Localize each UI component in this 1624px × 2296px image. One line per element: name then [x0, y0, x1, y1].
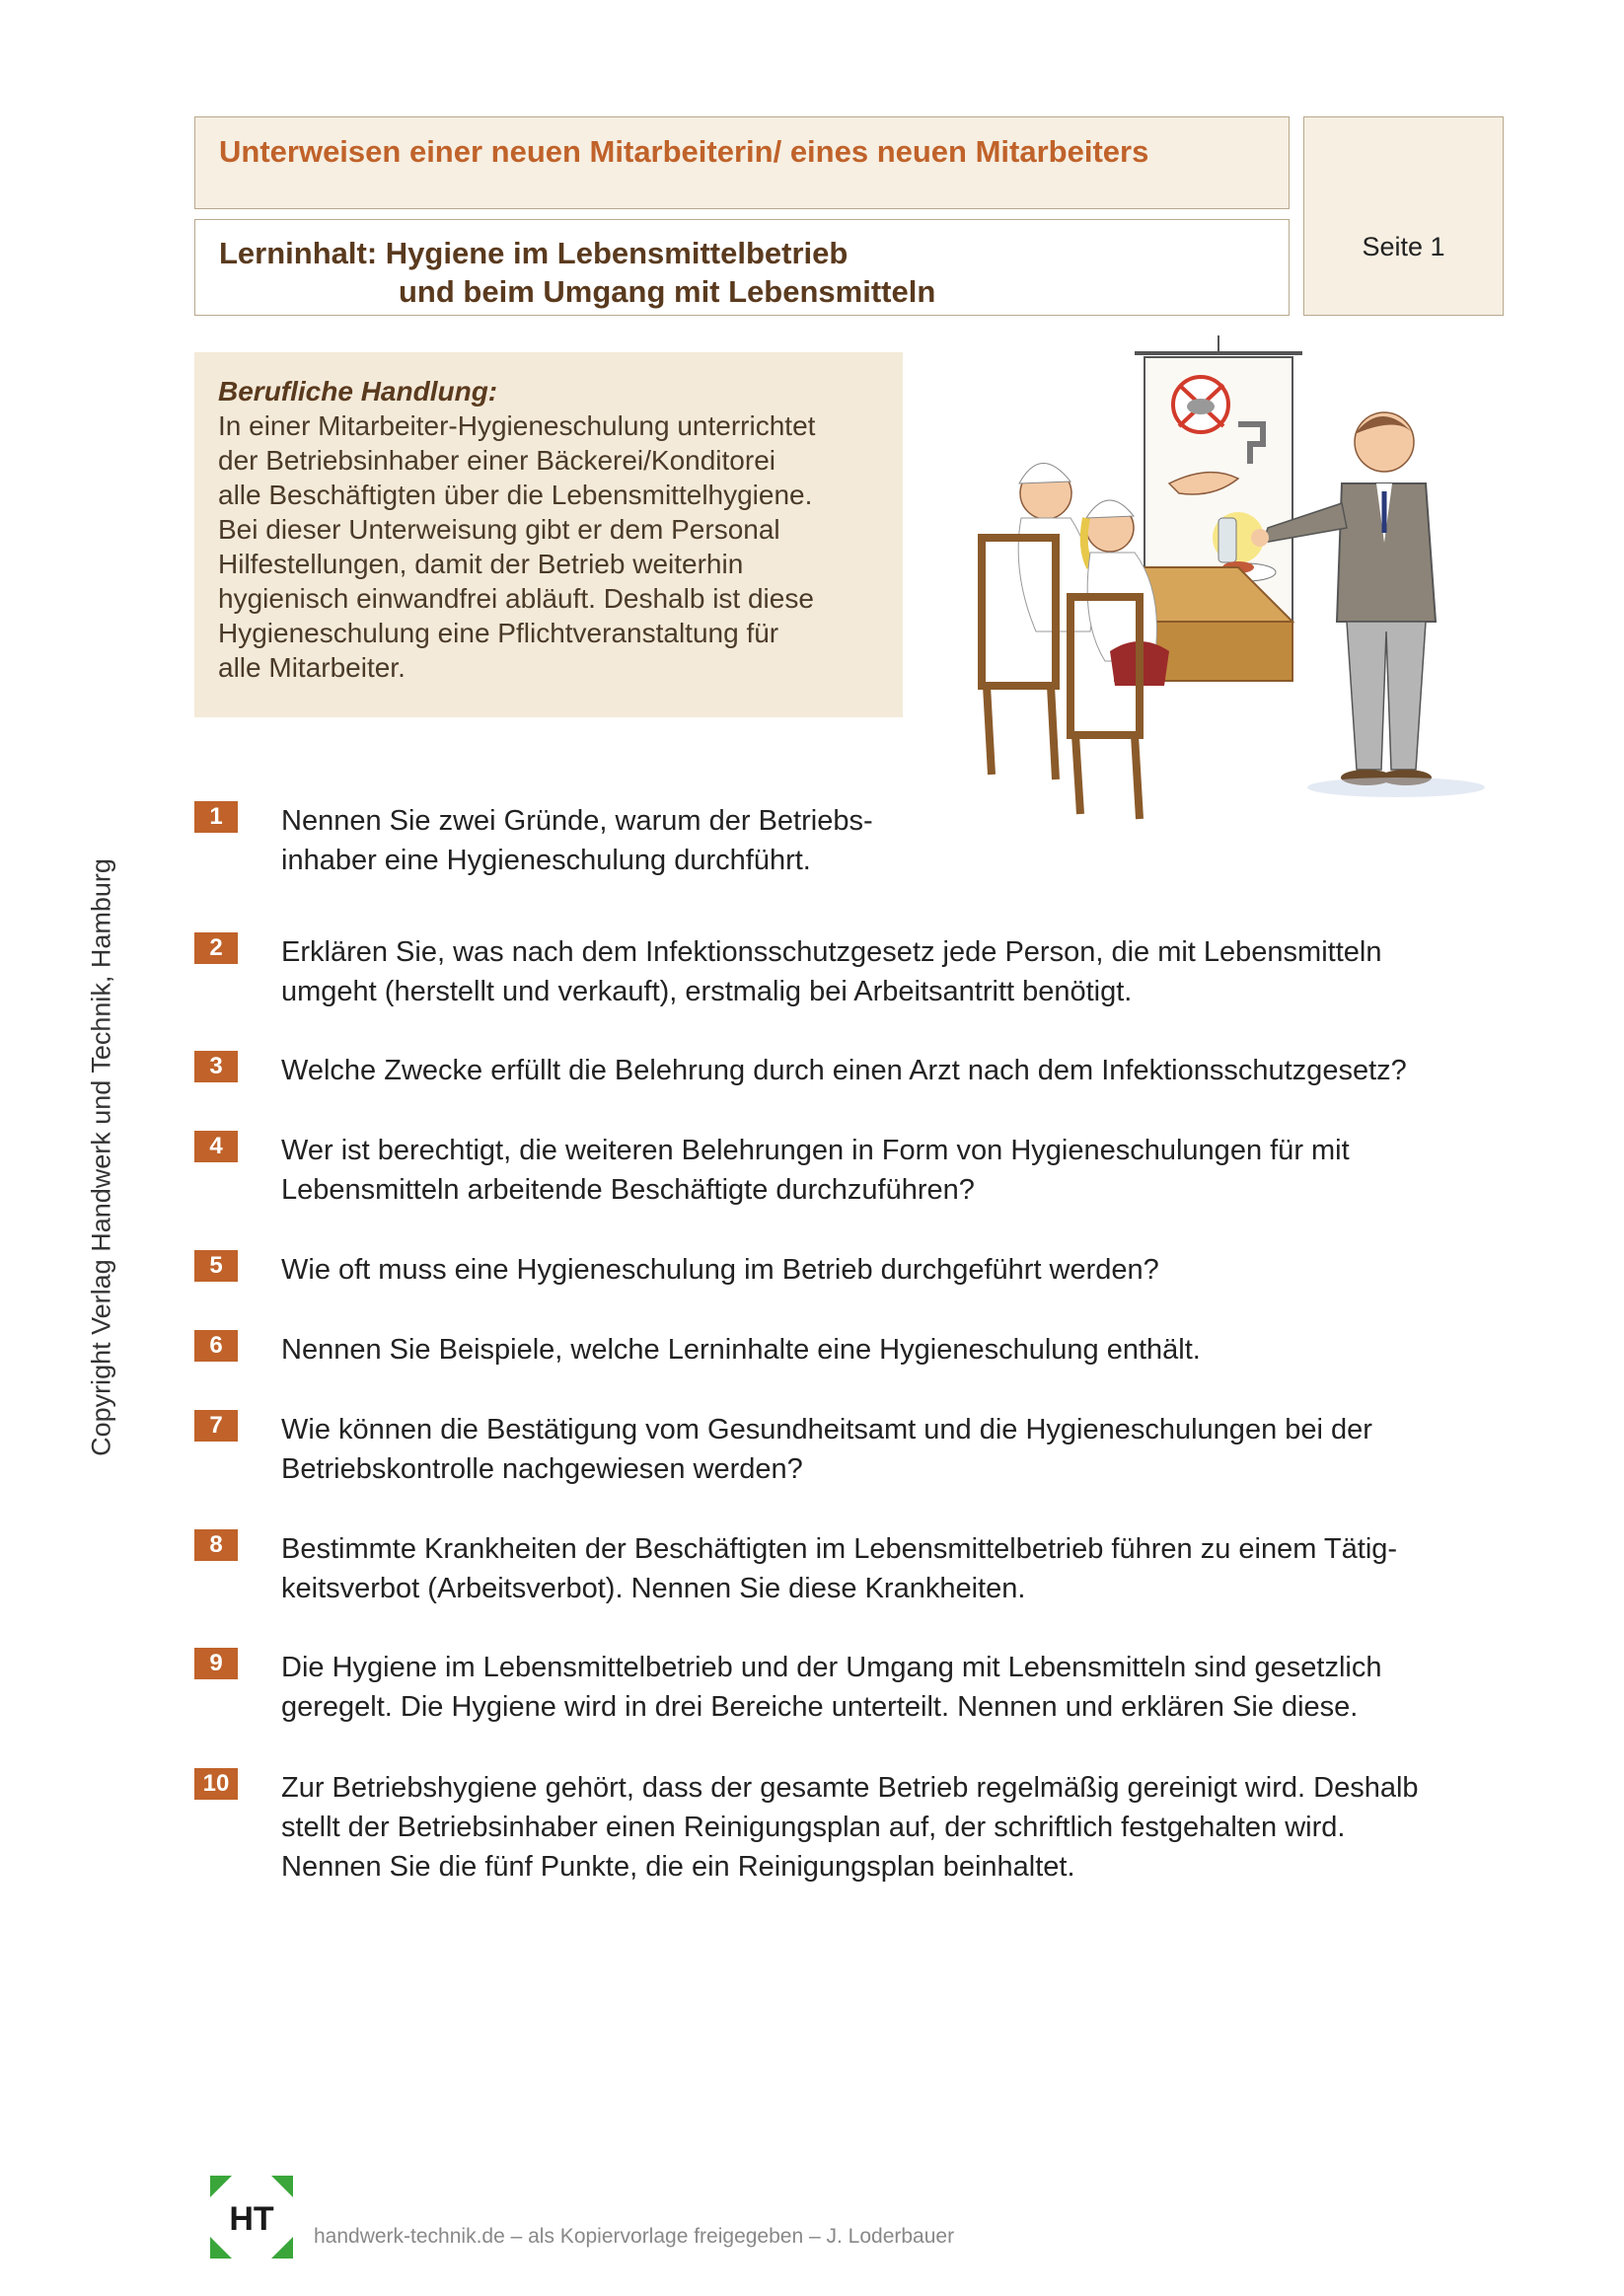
question-number: 6: [194, 1330, 238, 1362]
question-number: 4: [194, 1131, 238, 1162]
question-line: Wie oft muss eine Hygieneschulung im Betrieb durchgeführt werden?: [281, 1254, 1159, 1286]
question-number: 9: [194, 1648, 238, 1679]
question-text: [281, 801, 1507, 880]
worksheet-title: Unterweisen einer neuen Mitarbeiterin/ eines neuen Mitarbeiters: [219, 134, 1149, 169]
scenario-line: Bei dieser Unterweisung gibt er dem Personal: [218, 514, 780, 545]
question-number: 7: [194, 1410, 238, 1442]
question-line: Wer ist berechtigt, die weiteren Belehrungen in Form von Hygieneschulungen für mit: [281, 1135, 1350, 1166]
scenario-line: Hygieneschulung eine Pflichtveranstaltung für: [218, 618, 779, 648]
question-text: [281, 1768, 1507, 1887]
question-line: umgeht (herstellt und verkauft), erstmalig bei Arbeitsantritt benötigt.: [281, 976, 1133, 1007]
ht-logo: [210, 2176, 293, 2259]
question-number: 1: [194, 801, 238, 833]
question-text: [281, 1330, 1507, 1370]
scenario-line: alle Mitarbeiter.: [218, 652, 406, 683]
page-label: Seite 1: [1362, 232, 1445, 261]
question-text: [281, 1648, 1507, 1727]
question-line: Erklären Sie, was nach dem Infektionsschutzgesetz jede Person, die mit Lebensmitteln: [281, 936, 1382, 968]
question-line: Betriebskontrolle nachgewiesen werden?: [281, 1453, 803, 1485]
question-text: [281, 1051, 1507, 1090]
copyright-notice: Copyright Verlag Handwerk und Technik, Hamburg: [86, 858, 116, 1456]
footer-text: handwerk-technik.de – als Kopiervorlage freigegeben – J. Loderbauer: [314, 2225, 955, 2248]
scenario-heading: Berufliche Handlung:: [218, 376, 498, 407]
question-text: [281, 932, 1507, 1011]
question-line: Zur Betriebshygiene gehört, dass der gesamte Betrieb regelmäßig gereinigt wird. Deshalb: [281, 1772, 1419, 1804]
question-line: geregelt. Die Hygiene wird in drei Bereiche unterteilt. Nennen und erklären Sie diese.: [281, 1691, 1359, 1723]
question-text: [281, 1529, 1507, 1608]
scenario-line: alle Beschäftigten über die Lebensmittelhygiene.: [218, 480, 813, 510]
question-line: Welche Zwecke erfüllt die Belehrung durch einen Arzt nach dem Infektionsschutzgesetz?: [281, 1055, 1407, 1086]
question-line: Wie können die Bestätigung vom Gesundheitsamt und die Hygieneschulungen bei der: [281, 1414, 1372, 1445]
scenario-line: In einer Mitarbeiter-Hygieneschulung unterrichtet: [218, 410, 816, 441]
question-text: [281, 1250, 1507, 1290]
learning-content-line-1: Lerninhalt: Hygiene im Lebensmittelbetrieb: [219, 236, 849, 270]
learning-content-box: [194, 219, 1290, 316]
scenario-line: hygienisch einwandfrei abläuft. Deshalb ist diese: [218, 583, 814, 614]
question-text: [281, 1131, 1507, 1210]
question-line: Nennen Sie zwei Gründe, warum der Betriebs-: [281, 805, 873, 837]
scenario-line: Hilfestellungen, damit der Betrieb weiterhin: [218, 549, 744, 579]
worksheet-title-box: [194, 116, 1290, 209]
question-line: stellt der Betriebsinhaber einen Reinigungsplan auf, der schriftlich festgehalten wird.: [281, 1812, 1346, 1843]
learning-content-line-2: und beim Umgang mit Lebensmitteln: [399, 274, 936, 309]
question-number: 5: [194, 1250, 238, 1282]
scenario-line: der Betriebsinhaber einer Bäckerei/Konditorei: [218, 445, 775, 476]
question-line: Nennen Sie die fünf Punkte, die ein Reinigungsplan beinhaltet.: [281, 1851, 1075, 1883]
question-number: 8: [194, 1529, 238, 1561]
question-text: [281, 1410, 1507, 1489]
question-number: 3: [194, 1051, 238, 1082]
page-number-box: [1303, 116, 1504, 316]
question-line: Bestimmte Krankheiten der Beschäftigten im Lebensmittelbetrieb führen zu einem Tätig-: [281, 1533, 1398, 1565]
question-line: Die Hygiene im Lebensmittelbetrieb und der Umgang mit Lebensmitteln sind gesetzlich: [281, 1652, 1382, 1683]
scenario-box: [194, 352, 903, 717]
hygiene-training-illustration: [942, 335, 1490, 824]
question-line: inhaber eine Hygieneschulung durchführt.: [281, 845, 811, 876]
ht-logo-text: HT: [229, 2200, 274, 2238]
question-number: 10: [194, 1768, 238, 1800]
question-line: Lebensmitteln arbeitende Beschäftigte durchzuführen?: [281, 1174, 975, 1206]
question-line: Nennen Sie Beispiele, welche Lerninhalte eine Hygieneschulung enthält.: [281, 1334, 1201, 1366]
question-number: 2: [194, 932, 238, 964]
question-line: keitsverbot (Arbeitsverbot). Nennen Sie diese Krankheiten.: [281, 1573, 1026, 1604]
